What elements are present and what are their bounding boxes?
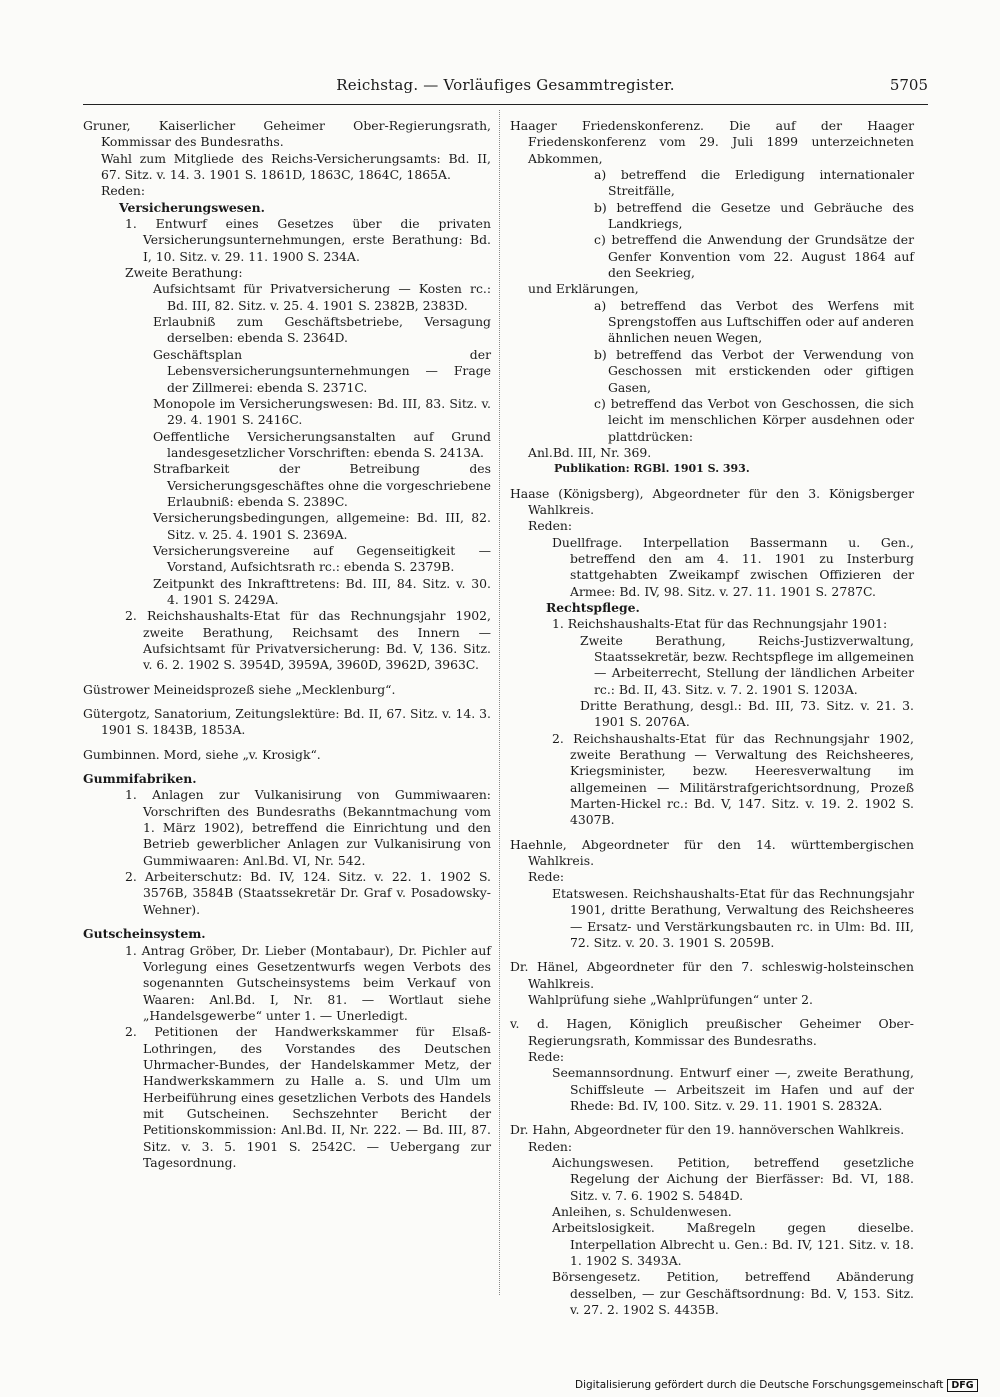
index-entry: Geschäftsplan der Lebensversicherungsunternehmungen — Frage der Zillmerei: ebenda S. 2371C.: [153, 346, 491, 395]
footer-credit: [575, 1379, 978, 1392]
index-entry: Zweite Berathung, Reichs-Justizverwaltung, Staatssekretär, bezw. Rechtspflege im allgemeinen — Arbeiterrecht, Stellung der ländlichen Arbeiter rc.: Bd. II, 43. Sitz. v. 7. 2. 1901 S. 1203A.: [580, 632, 914, 697]
index-entry: v. d. Hagen, Königlich preußischer Geheimer Ober-Regierungsrath, Kommissar des Bundesraths.: [510, 1016, 914, 1048]
index-entry: Börsengesetz. Petition, betreffend Abänderung desselben, — zur Geschäftsordnung: Bd. V, 153. Sitz. v. 27. 2. 1902 S. 4435B.: [552, 1269, 914, 1318]
index-entry: Anl.Bd. III, Nr. 369.: [528, 444, 652, 460]
index-entry: Haase (Königsberg), Abgeordneter für den 3. Königsberger Wahlkreis.: [510, 485, 914, 517]
index-entry: Aichungswesen. Petition, betreffend gesetzliche Regelung der Aichung der Bierfässer: Bd. VI, 188. Sitz. v. 7. 6. 1902 S. 5484D.: [552, 1154, 914, 1203]
index-entry: Anleihen, s. Schuldenwesen.: [552, 1204, 732, 1219]
index-entry: c) betreffend die Anwendung der Grundsätze der Genfer Konvention vom 22. August 1864 auf den Seekrieg,: [594, 232, 914, 281]
index-entry: 1. Anlagen zur Vulkanisirung von Gummiwaaren: Vorschriften des Bundesraths (Bekanntmachung vom 1. März 1902), betreffend die Einrichtung und den Betrieb gewerblicher Anlagen zur Vulkanisirung von Gummiwaaren: Anl.Bd. VI, Nr. 542.: [125, 787, 491, 868]
index-entry: Zweite Berathung:: [125, 265, 243, 281]
index-entry: Reden:: [528, 1138, 573, 1154]
index-entry: Oeffentliche Versicherungsanstalten auf Grund landesgesetzlicher Vorschriften: ebenda S. 2413A.: [153, 428, 491, 460]
index-entry: 2. Petitionen der Handwerkskammer für Elsaß-Lothringen, des Vorstandes des Deutschen Uhrmacher-Bundes, der Handelskammer Metz, der Handwerkskammern zu Halle a. S. und Ulm um Herbeiführung eines gesetzlichen Verbots des Handels mit Gutscheinen. Sechszehnter Bericht der Petitionskommission: Anl.Bd. II, Nr. 222. — Bd. III, 87. Sitz. v. 3. 5. 1901 S. 2542C. — Uebergang zur Tagesordnung.: [125, 1024, 491, 1170]
index-entry: Arbeitslosigkeit. Maßregeln gegen dieselbe. Interpellation Albrecht u. Gen.: Bd. IV, 121. Sitz. v. 18. 1. 1902 S. 3493A.: [552, 1220, 914, 1269]
index-entry: Zeitpunkt des Inkrafttretens: Bd. III, 84. Sitz. v. 30. 4. 1901 S. 2429A.: [153, 575, 491, 607]
index-entry: und Erklärungen,: [528, 281, 639, 297]
index-entry: Reden:: [528, 518, 573, 534]
page-header: [83, 74, 928, 105]
index-entry: Aufsichtsamt für Privatversicherung — Kosten rc.: Bd. III, 82. Sitz. v. 25. 4. 1901 S. 2382B, 2383D.: [153, 281, 491, 313]
index-entry: 2. Reichshaushalts-Etat für das Rechnungsjahr 1902, zweite Berathung, Reichsamt des Innern — Aufsichtsamt für Privatversicherung: Bd. V, 136. Sitz. v. 6. 2. 1902 S. 3954D, 3959A, 3960D, 3962D, 3963C.: [125, 608, 491, 673]
index-entry: Haehnle, Abgeordneter für den 14. württembergischen Wahlkreis.: [510, 836, 914, 869]
index-entry: 1. Entwurf eines Gesetzes über die privaten Versicherungsunternehmungen, erste Berathung: Bd. I, 10. Sitz. v. 29. 11. 1900 S. 234A.: [125, 216, 491, 264]
left-column: [83, 118, 491, 1171]
index-entry: Monopole im Versicherungswesen: Bd. III, 83. Sitz. v. 29. 4. 1901 S. 2416C.: [153, 395, 491, 428]
index-entry: Etatswesen. Reichshaushalts-Etat für das Rechnungsjahr 1901, dritte Berathung, Verwaltung des Reichsheeres — Ersatz- und Verstärkungsbauten rc. in Ulm: Bd. III, 72. Sitz. v. 20. 3. 1901 S. 2059B.: [552, 885, 914, 950]
index-entry: 2. Reichshaushalts-Etat für das Rechnungsjahr 1902, zweite Berathung — Verwaltung des Reichsheeres, Kriegsminister, bezw. Heeresverwaltung im allgemeinen — Militärstrafgerichtsordnung, Prozeß Marten-Hickel rc.: Bd. V, 147. Sitz. v. 19. 2. 1902 S. 4307B.: [552, 730, 914, 828]
index-entry: b) betreffend die Gesetze und Gebräuche des Landkriegs,: [594, 199, 914, 232]
column-divider: [499, 110, 500, 1295]
dfg-logo: DFG: [947, 1379, 977, 1392]
index-entry: Wahl zum Mitgliede des Reichs-Versicherungsamts: Bd. II, 67. Sitz. v. 14. 3. 1901 S. 1861D, 1863C, 1864C, 1865A.: [101, 150, 491, 183]
index-entry: Rechtspflege.: [546, 599, 640, 615]
running-title: Reichstag. — Vorläufiges Gesammtregister.: [336, 76, 675, 94]
index-entry: Rede:: [528, 1048, 565, 1064]
index-entry: Wahlprüfung siehe „Wahlprüfungen“ unter 2.: [528, 991, 813, 1007]
index-entry: Gummifabriken.: [83, 771, 197, 787]
index-entry: Rede:: [528, 869, 565, 885]
index-entry: a) betreffend das Verbot des Werfens mit Sprengstoffen aus Luftschiffen oder auf anderen ähnlichen neuen Wegen,: [594, 297, 914, 346]
index-entry: Publikation: RGBl. 1901 S. 393.: [554, 462, 750, 476]
index-entry: Versicherungsvereine auf Gegenseitigkeit — Vorstand, Aufsichtsrath rc.: ebenda S. 2379B.: [153, 542, 491, 575]
index-entry: Duellfrage. Interpellation Bassermann u. Gen., betreffend den am 4. 11. 1901 zu Insterburg stattgehabten Zweikampf zwischen Offizieren der Armee: Bd. IV, 98. Sitz. v. 27. 11. 1901 S. 2787C.: [552, 534, 914, 599]
index-entry: Dritte Berathung, desgl.: Bd. III, 73. Sitz. v. 21. 3. 1901 S. 2076A.: [580, 698, 914, 730]
index-entry: Gruner, Kaiserlicher Geheimer Ober-Regierungsrath, Kommissar des Bundesraths.: [83, 118, 491, 150]
index-entry: Strafbarkeit der Betreibung des Versicherungsgeschäftes ohne die vorgeschriebene Erlaubniß: ebenda S. 2389C.: [153, 461, 491, 509]
index-entry: Gumbinnen. Mord, siehe „v. Krosigk“.: [83, 746, 321, 762]
index-entry: Gütergotz, Sanatorium, Zeitungslektüre: Bd. II, 67. Sitz. v. 14. 3. 1901 S. 1843B, 1853A.: [83, 706, 491, 738]
index-entry: 2. Arbeiterschutz: Bd. IV, 124. Sitz. v. 22. 1. 1902 S. 3576B, 3584B (Staatssekretär Dr. Graf v. Posadowsky-Wehner).: [125, 869, 491, 917]
right-column: [510, 118, 914, 1318]
index-entry: c) betreffend das Verbot von Geschossen, die sich leicht im menschlichen Körper ausdehnen oder plattdrücken:: [594, 395, 914, 444]
index-entry: Seemannsordnung. Entwurf einer —, zweite Berathung, Schiffsleute — Arbeitszeit im Hafen und auf der Rhede: Bd. IV, 100. Sitz. v. 29. 11. 1901 S. 2832A.: [552, 1065, 914, 1113]
index-entry: Versicherungswesen.: [119, 199, 265, 215]
index-entry: 1. Reichshaushalts-Etat für das Rechnungsjahr 1901:: [552, 616, 888, 632]
index-entry: 1. Antrag Gröber, Dr. Lieber (Montabaur), Dr. Pichler auf Vorlegung eines Gesetzentwurfs wegen Verbots des sogenannten Gutscheinsystems beim Verkauf von Waaren: Anl.Bd. I, Nr. 81. — Wortlaut siehe „Handelsgewerbe“ unter 1. — Unerledigt.: [125, 942, 491, 1023]
index-entry: b) betreffend das Verbot der Verwendung von Geschossen mit erstickenden oder giftigen Gasen,: [594, 346, 914, 395]
index-entry: Gutscheinsystem.: [83, 926, 206, 942]
index-entry: Haager Friedenskonferenz. Die auf der Haager Friedenskonferenz vom 29. Juli 1899 unterzeichneten Abkommen,: [510, 118, 914, 166]
index-entry: Dr. Hahn, Abgeordneter für den 19. hannöverschen Wahlkreis.: [510, 1122, 905, 1138]
index-entry: Versicherungsbedingungen, allgemeine: Bd. III, 82. Sitz. v. 25. 4. 1901 S. 2369A.: [153, 510, 491, 542]
index-entry: Reden:: [101, 183, 146, 199]
index-entry: a) betreffend die Erledigung internationaler Streitfälle,: [594, 167, 914, 199]
footer-text: Digitalisierung gefördert durch die Deutsche Forschungsgemeinschaft: [575, 1379, 944, 1391]
index-entry: Güstrower Meineidsprozeß siehe „Mecklenburg“.: [83, 681, 396, 697]
page-number: 5705: [889, 76, 928, 94]
index-entry: Erlaubniß zum Geschäftsbetriebe, Versagung derselben: ebenda S. 2364D.: [153, 314, 491, 346]
index-entry: Dr. Hänel, Abgeordneter für den 7. schleswig-holsteinschen Wahlkreis.: [510, 959, 914, 991]
